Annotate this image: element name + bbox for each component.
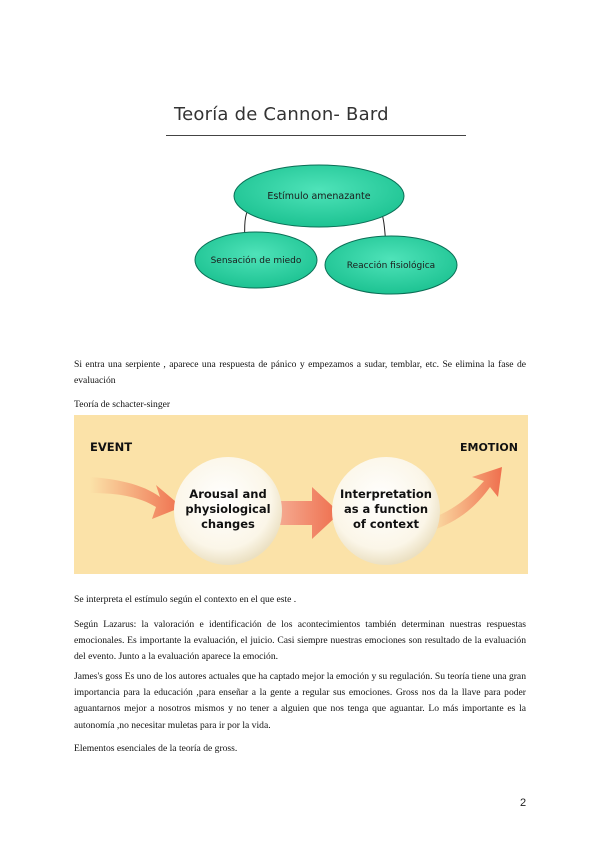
page-number: 2 — [520, 797, 527, 809]
arousal-line-2: physiological — [185, 502, 271, 516]
interpretation-line-3: of context — [352, 517, 420, 531]
node-top-label: Estímulo amenazante — [267, 191, 371, 202]
node-right-label: Reacción fisiológica — [346, 261, 436, 271]
arousal-line-1: Arousal and — [189, 487, 267, 501]
emotion-label: EMOTION — [460, 441, 518, 454]
paragraph-lazarus: Según Lazarus: la valoración e identificación de los acontecimientos también determinan nuestras respuestas emocionales. Es importante la evaluación, el juicio. Casi siempre nuestras emociones son resultado de la evaluación del evento. Junto a la evaluación aparece la emoción. — [74, 619, 526, 663]
cannon-bard-diagram — [180, 150, 480, 300]
cannon-bard-title: Teoría de Cannon- Bard — [174, 104, 389, 125]
interpretation-line-2: as a function — [343, 502, 429, 516]
paragraph-serpiente: Si entra una serpiente , aparece una respuesta de pánico y empezamos a sudar, temblar, etc. Se elimina la fase de evaluación — [74, 359, 526, 387]
event-label: EVENT — [90, 440, 133, 454]
paragraph-elementos: Elementos esenciales de la teoría de gross. — [74, 743, 238, 754]
interpretation-line-1: Interpretation — [340, 487, 432, 501]
paragraph-gross: James's goss Es uno de los autores actuales que ha captado mejor la emoción y su regulación. Su teoría tiene una gran importancia para la educación ,para enseñar a la gente a regular sus emociones. Gross nos da la llave para poder aguantarnos mejor a nosotros mismos y no tener a alguien que nos tenga que aguantar. Lo más importante es la autonomía ,no necesitar muletas para ir por la vida. — [74, 671, 526, 731]
arousal-line-3: changes — [201, 517, 255, 531]
node-left-label: Sensación de miedo — [210, 256, 302, 266]
paragraph-contexto: Se interpreta el estímulo según el contexto en el que este . — [74, 594, 297, 605]
title-divider — [166, 135, 466, 136]
schachter-singer-heading: Teoría de schacter-singer — [74, 399, 171, 410]
schachter-singer-diagram — [74, 415, 528, 574]
